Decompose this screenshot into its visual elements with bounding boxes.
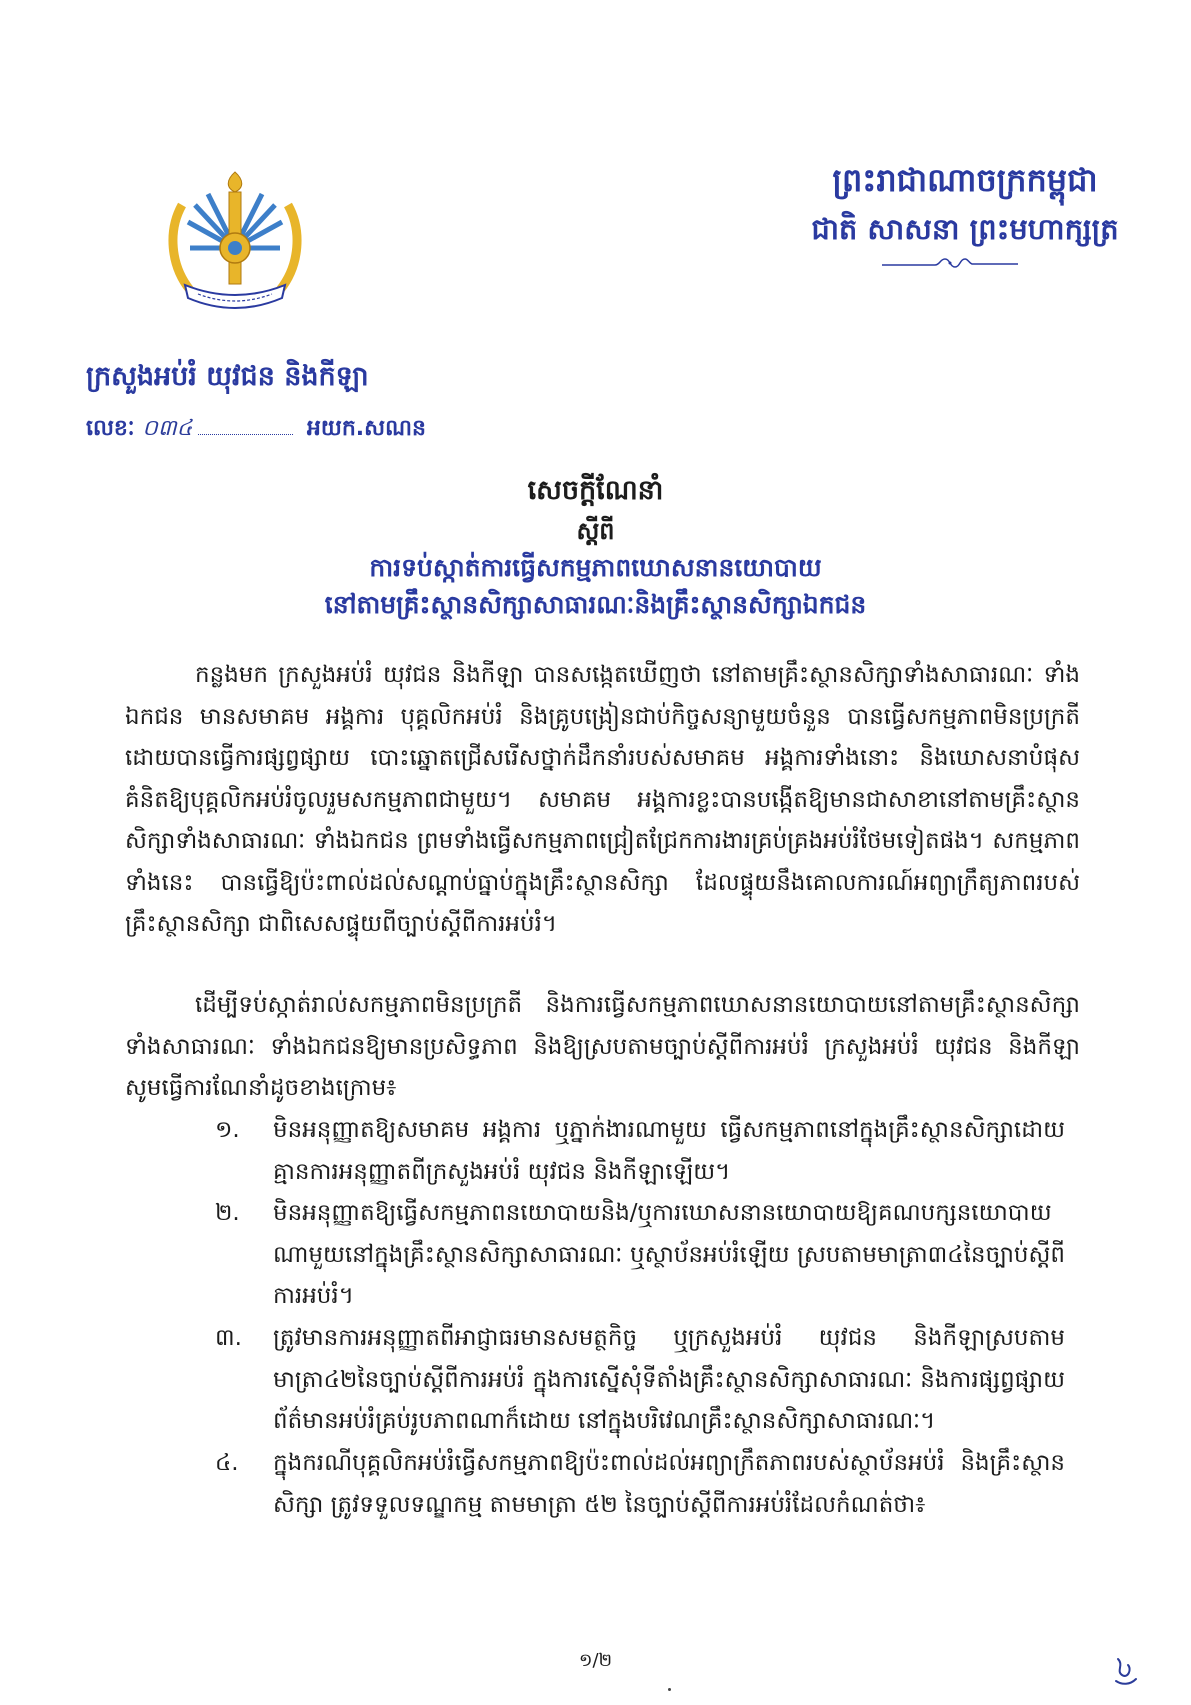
scan-mark xyxy=(668,1688,671,1691)
title-about: ស្ដីពី xyxy=(576,517,615,545)
item-text: មិនអនុញ្ញាតឱ្យសមាគម អង្គការ ឬភ្នាក់ងារណាមួយ ធ្វើសកម្មភាពនៅក្នុងគ្រឹះស្ថានសិក្សាដោយគ្មានការអនុញ្ញាតពីក្រសួងអប់រំ យុវជន និងកីឡាឡើយ។ xyxy=(273,1117,1065,1185)
directive-item-3 xyxy=(215,1318,1065,1443)
item-number: ៣. xyxy=(215,1325,242,1351)
reference-dotted-line xyxy=(198,434,293,435)
national-motto: ជាតិ សាសនា ព្រះមហាក្សត្រ xyxy=(811,212,1119,246)
item-text: ត្រូវមានការអនុញ្ញាតពីអាជ្ញាធរមានសមត្ថកិច្ច ឬក្រសួងអប់រំ យុវជន និងកីឡាស្របតាមមាត្រា៤២នៃច្បាប់ស្ដីពីការអប់រំ ក្នុងការស្នើសុំទីតាំងគ្រឹះស្ថានសិក្សាសាធារណៈ និងការផ្សព្វផ្សាយព័ត៌មានអប់រំគ្រប់រូបភាពណាក៏ដោយ នៅក្នុងបរិវេណគ្រឹះស្ថានសិក្សាសាធារណៈ។ xyxy=(273,1325,1065,1434)
item-number: ២. xyxy=(215,1200,240,1226)
reference-number xyxy=(86,414,426,446)
reference-suffix: អយក.សណន xyxy=(306,416,426,441)
directive-item-4 xyxy=(215,1443,1065,1526)
body-paragraph-2: ដើម្បីទប់ស្កាត់រាល់សកម្មភាពមិនប្រក្រតី និងការធ្វើសកម្មភាពឃោសនានយោបាយនៅតាមគ្រឹះស្ថានសិក្សាទាំងសាធារណៈ ទាំងឯកជនឱ្យមានប្រសិទ្ធភាព និងឱ្យស្របតាមច្បាប់ស្ដីពីការអប់រំ ក្រសួងអប់រំ យុវជន និងកីឡា សូមធ្វើការណែនាំដូចខាងក្រោម៖ xyxy=(125,992,1080,1101)
item-text: មិនអនុញ្ញាតឱ្យធ្វើសកម្មភាពនយោបាយនិង/ឬការឃោសនានយោបាយឱ្យគណបក្សនយោបាយណាមួយនៅក្នុងគ្រឹះស្ថានសិក្សាសាធារណៈ ឬស្ថាប័នអប់រំឡើយ ស្របតាមមាត្រា៣៤នៃច្បាប់ស្ដីពីការអប់រំ។ xyxy=(273,1200,1065,1309)
document-type-title: សេចក្ដីណែនាំ xyxy=(527,475,664,506)
handwritten-initials-icon xyxy=(1110,1655,1140,1693)
item-number: ៤. xyxy=(215,1450,239,1476)
kingdom-title: ព្រះរាជាណាចក្រកម្ពុជា xyxy=(832,161,1098,199)
reference-number-value: ០៣៤ xyxy=(142,416,193,441)
reference-label: លេខៈ xyxy=(86,416,135,441)
directive-item-2 xyxy=(215,1193,1065,1318)
ministry-emblem-icon xyxy=(160,170,310,324)
subject-line-2: នៅតាមគ្រឹះស្ថានសិក្សាសាធារណៈនិងគ្រឹះស្ថានសិក្សាឯកជន xyxy=(324,590,867,619)
item-text: ក្នុងករណីបុគ្គលិកអប់រំធ្វើសកម្មភាពឱ្យប៉ះពាល់ដល់អព្យាក្រឹតភាពរបស់ស្ថាប័នអប់រំ និងគ្រឹះស្ថានសិក្សា ត្រូវទទួលទណ្ឌកម្ម តាមមាត្រា ៥២ នៃច្បាប់ស្ដីពីការអប់រំដែលកំណត់ថា៖ xyxy=(273,1450,1065,1518)
ministry-name: ក្រសួងអប់រំ យុវជន និងកីឡា xyxy=(86,361,369,392)
body-paragraph-1: កន្លងមក ក្រសួងអប់រំ យុវជន និងកីឡា បានសង្កេតឃើញថា នៅតាមគ្រឹះស្ថានសិក្សាទាំងសាធារណៈ ទាំងឯកជន មានសមាគម អង្គការ បុគ្គលិកអប់រំ និងគ្រូបង្រៀនជាប់កិច្ចសន្យាមួយចំនួន បានធ្វើសកម្មភាពមិនប្រក្រតី ដោយបានធ្វើការផ្សព្វផ្សាយ បោះឆ្នោតជ្រើសរើសថ្នាក់ដឹកនាំរបស់សមាគម អង្គការទាំងនោះ និងឃោសនាបំផុសគំនិតឱ្យបុគ្គលិកអប់រំចូលរួមសកម្មភាពជាមួយ។ សមាគម អង្គការខ្លះបានបង្កើតឱ្យមានជាសាខានៅតាមគ្រឹះស្ថានសិក្សាទាំងសាធារណៈ ទាំងឯកជន ព្រមទាំងធ្វើសកម្មភាពជ្រៀតជ្រែកការងារគ្រប់គ្រងអប់រំថែមទៀតផង។ សកម្មភាពទាំងនេះ បានធ្វើឱ្យប៉ះពាល់ដល់សណ្ដាប់ធ្នាប់ក្នុងគ្រឹះស្ថានសិក្សា ដែលផ្ទុយនឹងគោលការណ៍អព្យាក្រឹត្យភាពរបស់គ្រឹះស្ថានសិក្សា ជាពិសេសផ្ទុយពីច្បាប់ស្ដីពីការអប់រំ។ xyxy=(125,662,1080,937)
subject-line-1: ការទប់ស្កាត់ការធ្វើសកម្មភាពឃោសនានយោបាយ xyxy=(369,553,822,582)
item-number: ១. xyxy=(215,1117,240,1143)
directive-item-1 xyxy=(215,1110,1065,1193)
page-number: ១/២ xyxy=(578,1650,613,1671)
ornament-divider-icon xyxy=(880,255,1020,275)
